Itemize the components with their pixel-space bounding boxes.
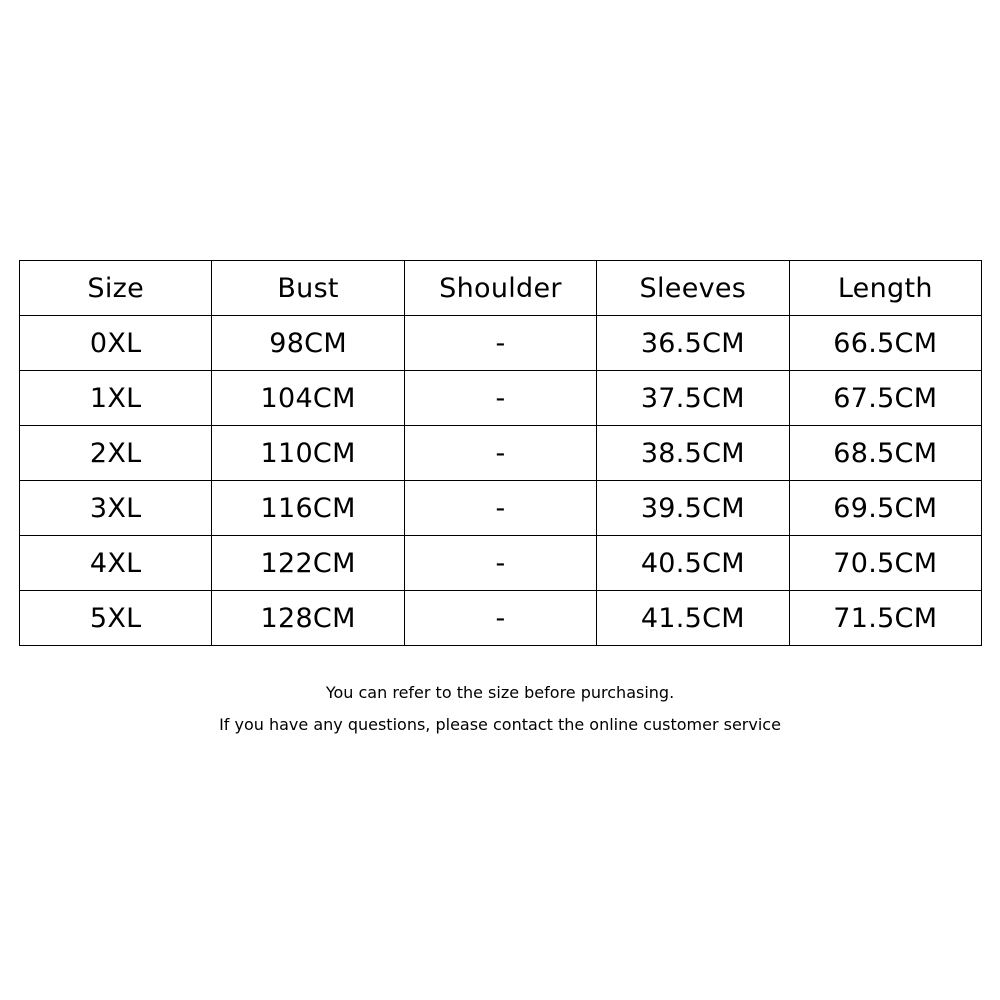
cell-shoulder: - — [404, 426, 596, 481]
cell-length: 70.5CM — [789, 536, 981, 591]
size-notes — [0, 677, 1000, 741]
header-length: Length — [789, 261, 981, 316]
cell-sleeves: 39.5CM — [597, 481, 789, 536]
table-row — [20, 316, 982, 371]
cell-length: 68.5CM — [789, 426, 981, 481]
table-header-row — [20, 261, 982, 316]
header-sleeves: Sleeves — [597, 261, 789, 316]
cell-length: 66.5CM — [789, 316, 981, 371]
cell-sleeves: 37.5CM — [597, 371, 789, 426]
note-refer-size: You can refer to the size before purchasing. — [325, 683, 675, 702]
cell-length: 71.5CM — [789, 591, 981, 646]
cell-length: 69.5CM — [789, 481, 981, 536]
cell-shoulder: - — [404, 371, 596, 426]
cell-size: 3XL — [20, 481, 212, 536]
table-row — [20, 481, 982, 536]
cell-bust: 116CM — [212, 481, 404, 536]
cell-size: 5XL — [20, 591, 212, 646]
cell-shoulder: - — [404, 481, 596, 536]
cell-bust: 122CM — [212, 536, 404, 591]
cell-sleeves: 36.5CM — [597, 316, 789, 371]
cell-sleeves: 40.5CM — [597, 536, 789, 591]
cell-bust: 98CM — [212, 316, 404, 371]
cell-length: 67.5CM — [789, 371, 981, 426]
table-row — [20, 536, 982, 591]
cell-bust: 128CM — [212, 591, 404, 646]
header-bust: Bust — [212, 261, 404, 316]
cell-size: 4XL — [20, 536, 212, 591]
header-size: Size — [20, 261, 212, 316]
size-chart-table — [19, 260, 982, 646]
cell-size: 1XL — [20, 371, 212, 426]
cell-sleeves: 38.5CM — [597, 426, 789, 481]
cell-size: 2XL — [20, 426, 212, 481]
cell-bust: 110CM — [212, 426, 404, 481]
table-row — [20, 591, 982, 646]
table-row — [20, 371, 982, 426]
table-row — [20, 426, 982, 481]
cell-shoulder: - — [404, 591, 596, 646]
cell-size: 0XL — [20, 316, 212, 371]
cell-sleeves: 41.5CM — [597, 591, 789, 646]
header-shoulder: Shoulder — [404, 261, 596, 316]
cell-bust: 104CM — [212, 371, 404, 426]
cell-shoulder: - — [404, 316, 596, 371]
note-contact-service: If you have any questions, please contact the online customer service — [219, 715, 781, 734]
cell-shoulder: - — [404, 536, 596, 591]
